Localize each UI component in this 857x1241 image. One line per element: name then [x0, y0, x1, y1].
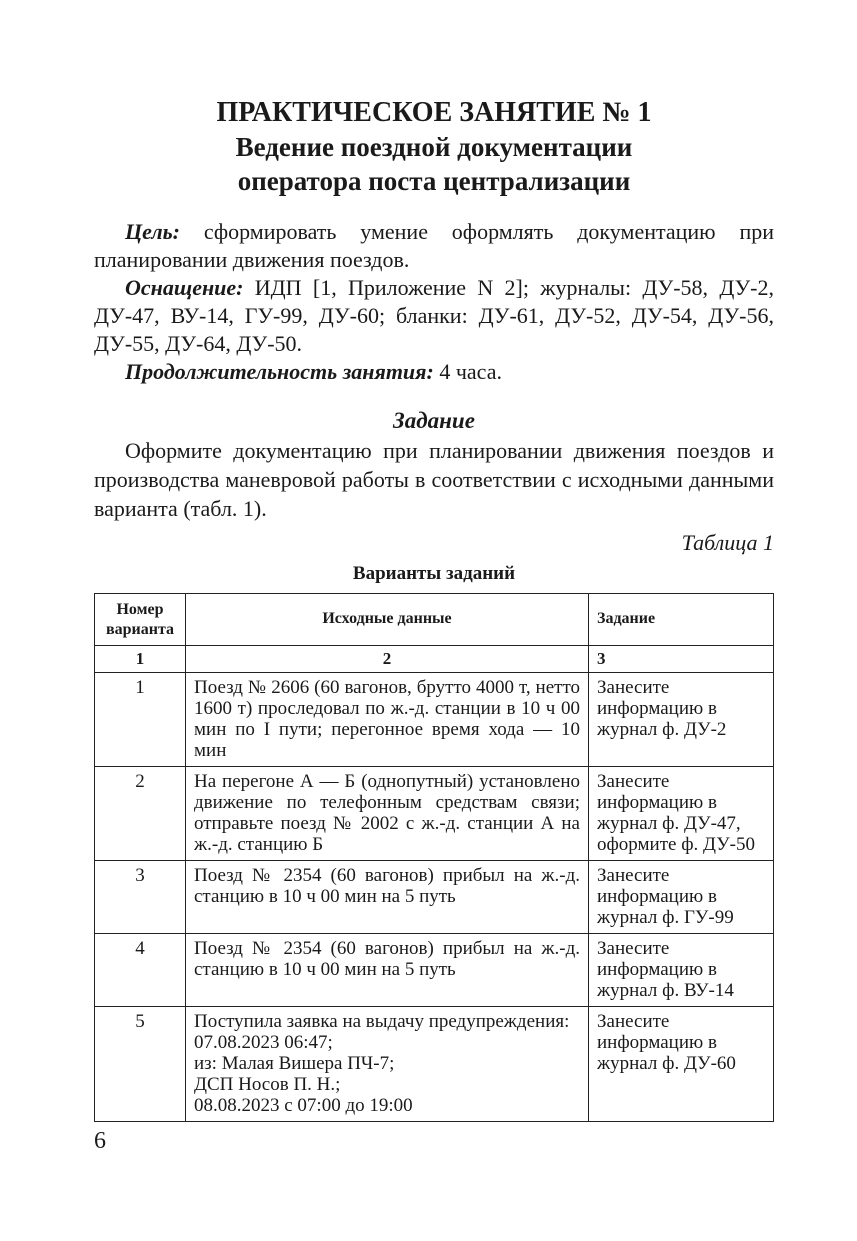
task-cell: Занесите информацию в журнал ф. ДУ-2: [589, 673, 774, 767]
equipment-label: Оснащение:: [125, 275, 244, 300]
page-number: 6: [94, 1128, 106, 1154]
variant-cell: 5: [95, 1007, 186, 1122]
header-source-data: Исходные данные: [186, 594, 589, 646]
task-paragraph: Оформите документацию при планировании движения поездов и производства маневровой работы в соответствии с исходными данными варианта (табл. 1).: [94, 438, 774, 521]
task-heading: Задание: [393, 408, 475, 433]
column-number: 3: [589, 646, 774, 673]
table-row: [95, 934, 774, 1007]
source-data-cell: На перегоне А — Б (однопутный) установлено движение по телефонным средствам связи; отправьте поезд № 2002 с ж.-д. станции А на ж.-д. станцию Б: [186, 767, 589, 861]
lesson-meta: [94, 218, 774, 386]
column-number-row: [95, 646, 774, 673]
goal-paragraph: [94, 218, 774, 274]
source-data-line: ДСП Носов П. Н.;: [194, 1074, 341, 1095]
column-number: 1: [95, 646, 186, 673]
lesson-subtitle-line2: оператора поста централизации: [237, 166, 631, 196]
goal-label: Цель:: [125, 219, 180, 244]
table-row: [95, 673, 774, 767]
source-data-cell: Поезд № 2606 (60 вагонов, брутто 4000 т, нетто 1600 т) проследовал по ж.-д. станции в 10 ч 00 мин по I пути; перегонное время хода — 10 мин: [186, 673, 589, 767]
table-number: Таблица 1: [681, 530, 774, 555]
variant-cell: 4: [95, 934, 186, 1007]
duration-label: Продолжительность занятия:: [125, 359, 434, 384]
page-content: [94, 96, 774, 1122]
table-header-row: [95, 594, 774, 646]
task-cell: Занесите информацию в журнал ф. ДУ-47, оформите ф. ДУ-50: [589, 767, 774, 861]
duration-text: 4 часа.: [433, 359, 502, 384]
table-row: [95, 1007, 774, 1122]
column-number: 2: [186, 646, 589, 673]
source-data-cell: Поезд № 2354 (60 вагонов) прибыл на ж.-д. станцию в 10 ч 00 мин на 5 путь: [186, 861, 589, 934]
source-data-line: 07.08.2023 06:47;: [194, 1032, 333, 1053]
variants-table: [94, 593, 774, 1122]
header-task: Задание: [589, 594, 774, 646]
source-data-line: из: Малая Вишера ПЧ-7;: [194, 1053, 395, 1074]
table-caption: Варианты заданий: [352, 563, 516, 584]
source-data-line: Поступила заявка на выдачу предупреждения:: [194, 1011, 570, 1032]
task-cell: Занесите информацию в журнал ф. ВУ-14: [589, 934, 774, 1007]
variant-cell: 2: [95, 767, 186, 861]
table-row: [95, 861, 774, 934]
task-cell: Занесите информацию в журнал ф. ГУ-99: [589, 861, 774, 934]
variant-cell: 3: [95, 861, 186, 934]
header-variant: Номер варианта: [95, 594, 186, 646]
table-row: [95, 767, 774, 861]
equipment-text: ИДП [1, Приложение N 2]; журналы: ДУ-58, ДУ-2, ДУ-47, ВУ-14, ГУ-99, ДУ-60; бланки: ДУ-61, ДУ-52, ДУ-54, ДУ-56, ДУ-55, ДУ-64, ДУ-50.: [94, 275, 774, 356]
variant-cell: 1: [95, 673, 186, 767]
task-cell: Занесите информацию в журнал ф. ДУ-60: [589, 1007, 774, 1122]
source-data-cell: [186, 1007, 589, 1122]
lesson-title: ПРАКТИЧЕСКОЕ ЗАНЯТИЕ № 1: [216, 97, 652, 128]
source-data-line: 08.08.2023 с 07:00 до 19:00: [194, 1095, 413, 1116]
equipment-paragraph: [94, 274, 774, 358]
source-data-cell: Поезд № 2354 (60 вагонов) прибыл на ж.-д. станцию в 10 ч 00 мин на 5 путь: [186, 934, 589, 1007]
duration-paragraph: [94, 358, 774, 386]
goal-text: сформировать умение оформлять документацию при планировании движения поездов.: [94, 219, 774, 272]
lesson-subtitle-line1: Ведение поездной документации: [235, 132, 633, 162]
